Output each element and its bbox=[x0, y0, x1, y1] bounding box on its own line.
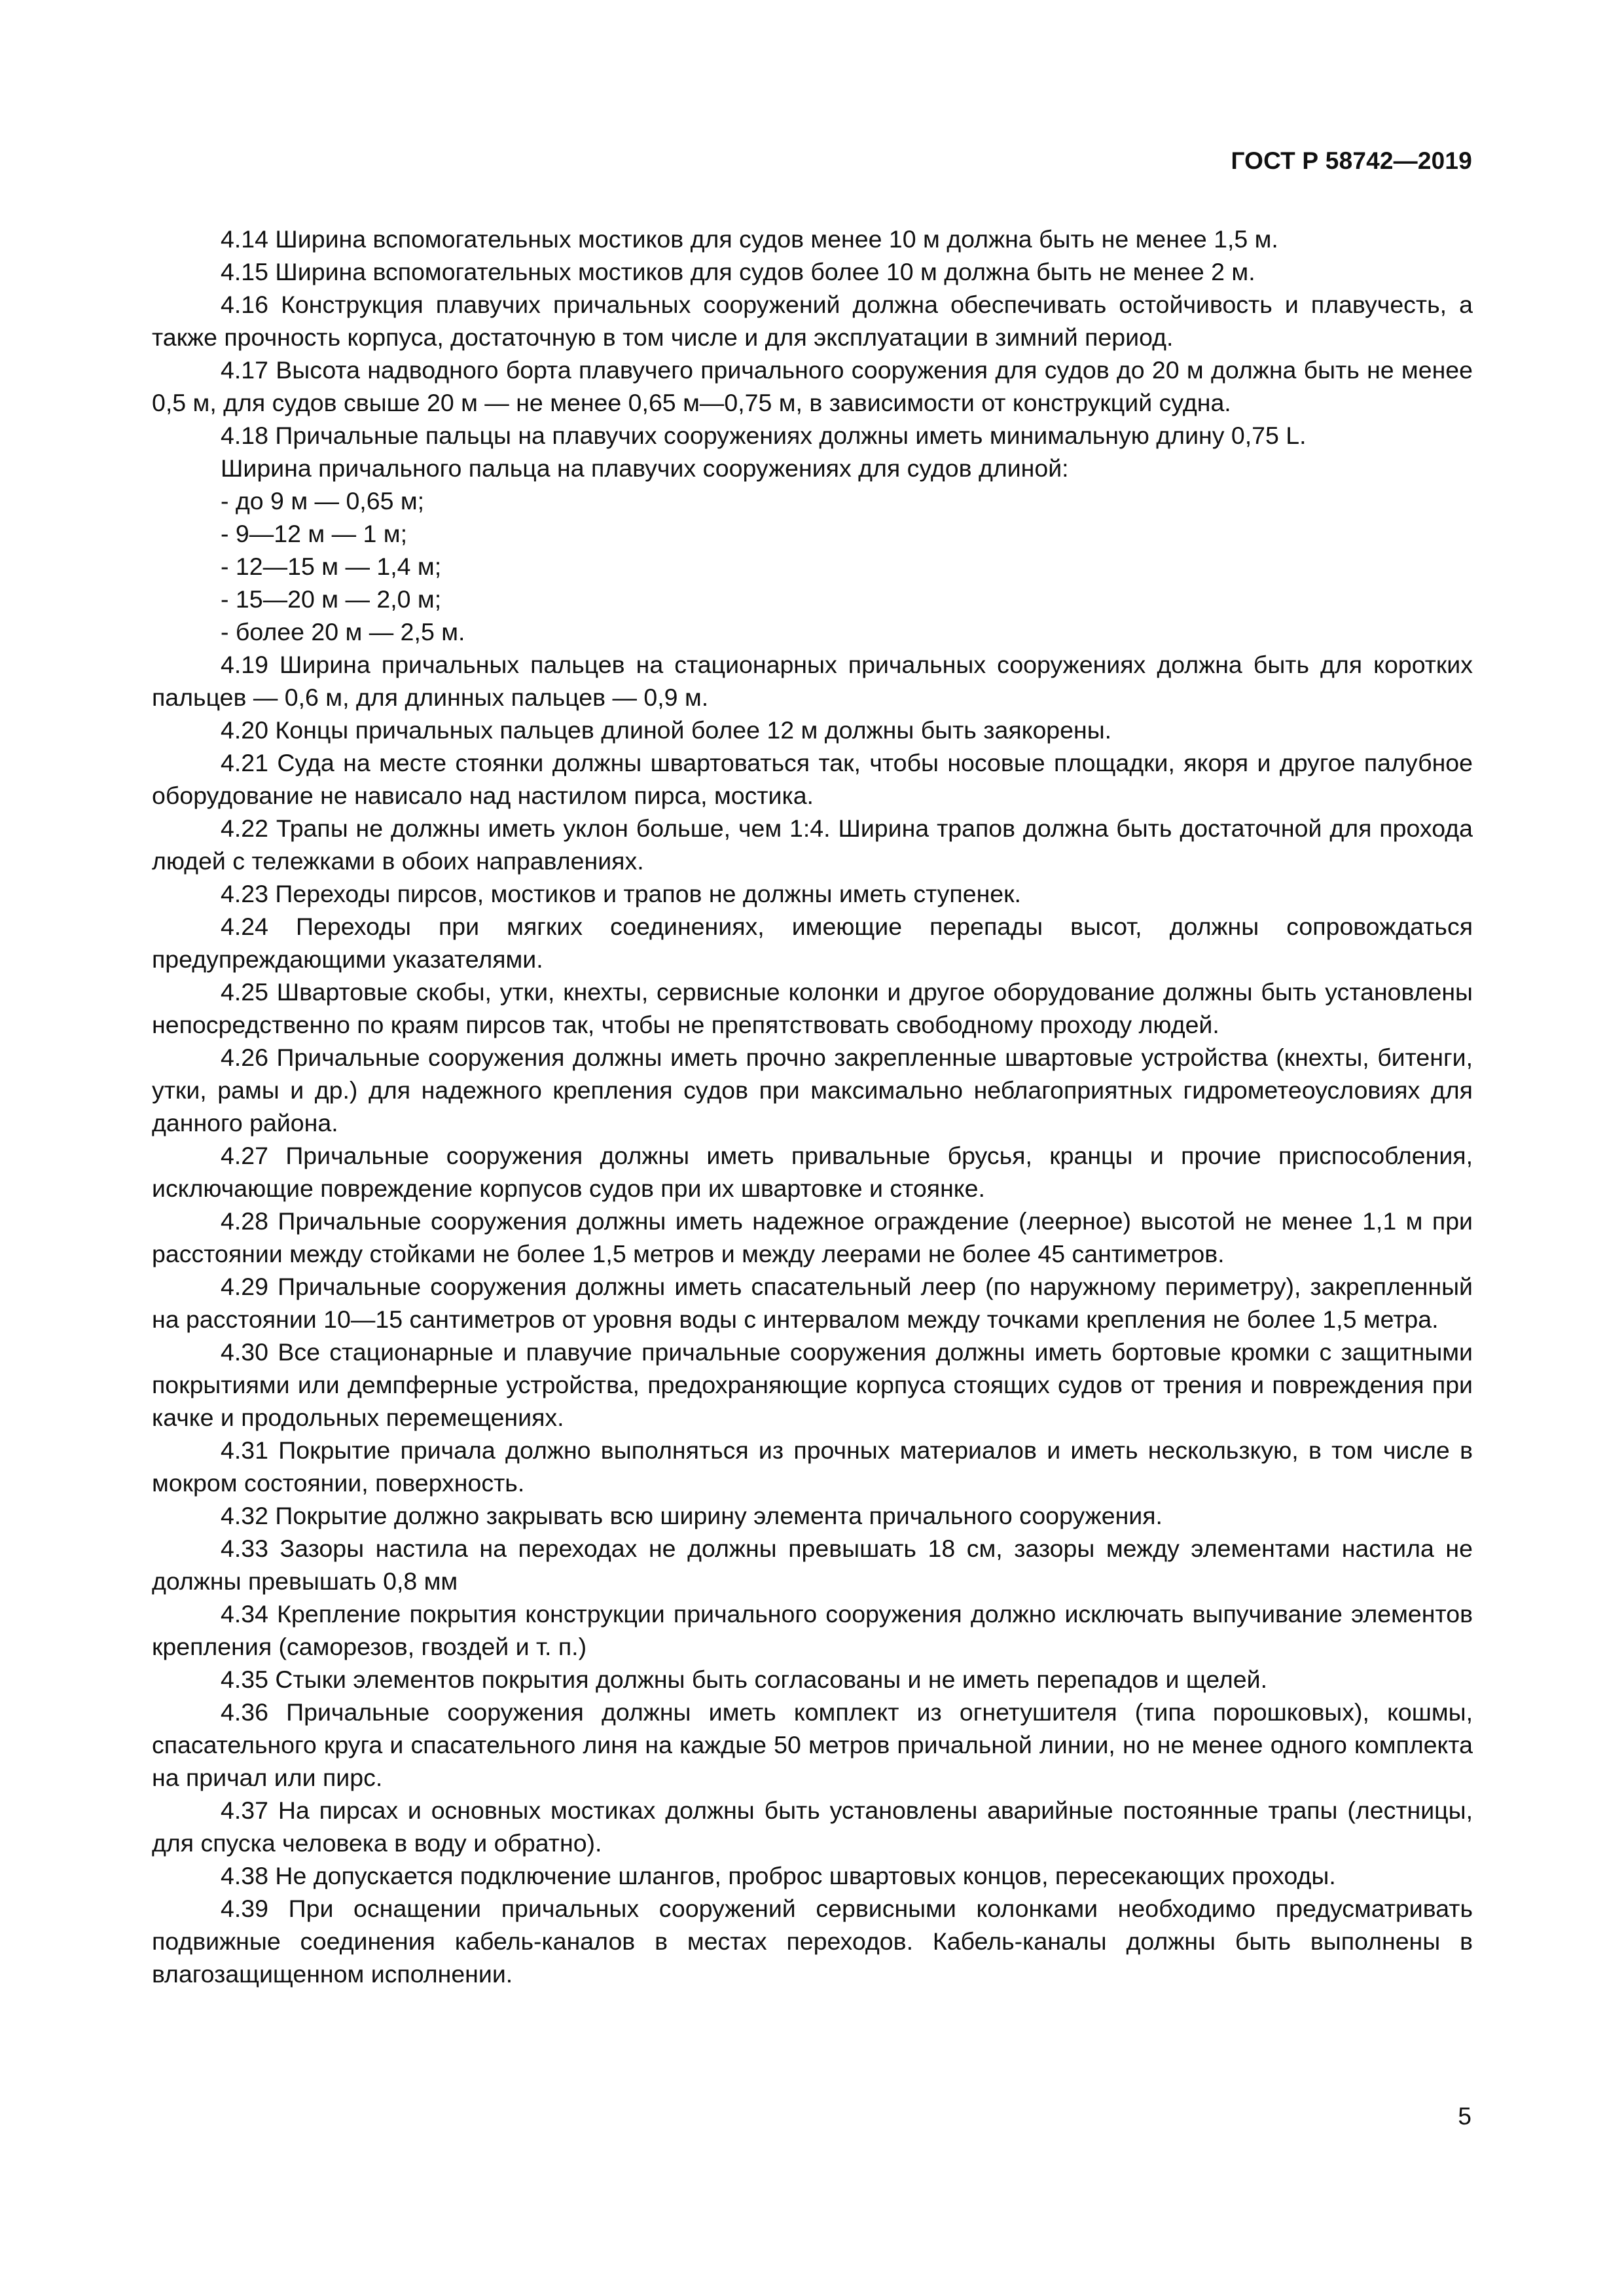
paragraph-4-37: 4.37 На пирсах и основных мостиках должны быть установлены аварийные постоянные трапы (лестницы, для спуска человека в воду и обратно). bbox=[152, 1796, 1473, 1857]
paragraph-4-17: 4.17 Высота надводного борта плавучего причального сооружения для судов до 20 м должна быть не менее 0,5 м, для судов свыше 20 м — не менее 0,65 м—0,75 м, в зависимости от конструкций судна. bbox=[152, 356, 1473, 416]
list-item: - 15—20 м — 2,0 м; bbox=[221, 585, 442, 613]
paragraph-4-20: 4.20 Концы причальных пальцев длиной более 12 м должны быть заякорены. bbox=[221, 716, 1112, 744]
paragraph-4-18: 4.18 Причальные пальцы на плавучих сооружениях должны иметь минимальную длину 0,75 L. bbox=[221, 422, 1307, 449]
list-item: - до 9 м — 0,65 м; bbox=[221, 487, 425, 515]
finger-width-list bbox=[152, 484, 1473, 648]
paragraph-4-19: 4.19 Ширина причальных пальцев на стационарных причальных сооружениях должна быть для коротких пальцев — 0,6 м, для длинных пальцев — 0,9 м. bbox=[152, 651, 1473, 711]
paragraph-4-38: 4.38 Не допускается подключение шлангов, проброс швартовых концов, пересекающих проходы. bbox=[221, 1862, 1336, 1889]
paragraph-4-23: 4.23 Переходы пирсов, мостиков и трапов не должны иметь ступенек. bbox=[221, 880, 1021, 907]
paragraph-4-29: 4.29 Причальные сооружения должны иметь спасательный леер (по наружному периметру), закрепленный на расстоянии 10—15 сантиметров от уровня воды с интервалом между точками крепления не более 1,5 метра. bbox=[152, 1273, 1473, 1333]
paragraph-4-21: 4.21 Суда на месте стоянки должны швартоваться так, чтобы носовые площадки, якоря и другое палубное оборудование не нависало над настилом пирса, мостика. bbox=[152, 749, 1473, 809]
paragraph-4-32: 4.32 Покрытие должно закрывать всю ширину элемента причального сооружения. bbox=[221, 1502, 1163, 1529]
paragraph-4-26: 4.26 Причальные сооружения должны иметь прочно закрепленные швартовые устройства (кнехты, битенги, утки, рамы и др.) для надежного крепления судов при максимально неблагоприятных гидрометеоусловиях для данного района. bbox=[152, 1044, 1473, 1137]
paragraph-4-14: 4.14 Ширина вспомогательных мостиков для судов менее 10 м должна быть не менее 1,5 м. bbox=[221, 225, 1278, 253]
paragraph-4-22: 4.22 Трапы не должны иметь уклон больше, чем 1:4. Ширина трапов должна быть достаточной для прохода людей с тележками в обоих направлениях. bbox=[152, 814, 1473, 875]
list-item: - 9—12 м — 1 м; bbox=[221, 520, 407, 547]
page-number: 5 bbox=[1458, 2103, 1471, 2130]
paragraph-4-39: 4.39 При оснащении причальных сооружений сервисными колонками необходимо предусматривать подвижные соединения кабель-каналов в местах переходов. Кабель-каналы должны быть выполнены в влагозащищенном исполнении. bbox=[152, 1895, 1473, 1988]
paragraph-4-34: 4.34 Крепление покрытия конструкции причального сооружения должно исключать выпучивание элементов крепления (саморезов, гвоздей и т. п.) bbox=[152, 1600, 1473, 1660]
document-body bbox=[152, 223, 1473, 1990]
paragraph-4-15: 4.15 Ширина вспомогательных мостиков для судов более 10 м должна быть не менее 2 м. bbox=[221, 258, 1255, 285]
paragraph-4-31: 4.31 Покрытие причала должно выполняться из прочных материалов и иметь нескользкую, в том числе в мокром состоянии, поверхность. bbox=[152, 1436, 1473, 1497]
finger-width-intro: Ширина причального пальца на плавучих сооружениях для судов длиной: bbox=[221, 454, 1069, 482]
list-item: - 12—15 м — 1,4 м; bbox=[221, 553, 442, 580]
paragraph-4-28: 4.28 Причальные сооружения должны иметь надежное ограждение (леерное) высотой не менее 1,1 м при расстоянии между стойками не более 1,5 метров и между леерами не более 45 сантиметров. bbox=[152, 1207, 1473, 1267]
paragraph-4-25: 4.25 Швартовые скобы, утки, кнехты, сервисные колонки и другое оборудование должны быть установлены непосредственно по краям пирсов так, чтобы не препятствовать свободному проходу людей. bbox=[152, 978, 1473, 1038]
paragraph-4-27: 4.27 Причальные сооружения должны иметь привальные брусья, кранцы и прочие приспособления, исключающие повреждение корпусов судов при их швартовке и стоянке. bbox=[152, 1142, 1473, 1202]
paragraph-4-24: 4.24 Переходы при мягких соединениях, имеющие перепады высот, должны сопровождаться предупреждающими указателями. bbox=[152, 913, 1473, 973]
paragraph-4-30: 4.30 Все стационарные и плавучие причальные сооружения должны иметь бортовые кромки с защитными покрытиями или демпферные устройства, предохраняющие корпуса стоящих судов от трения и повреждения при качке и продольных перемещениях. bbox=[152, 1338, 1473, 1431]
paragraph-4-33: 4.33 Зазоры настила на переходах не должны превышать 18 см, зазоры между элементами настила не должны превышать 0,8 мм bbox=[152, 1535, 1473, 1595]
list-item: - более 20 м — 2,5 м. bbox=[221, 618, 465, 646]
paragraph-4-35: 4.35 Стыки элементов покрытия должны быть согласованы и не иметь перепадов и щелей. bbox=[221, 1666, 1268, 1693]
document-code: ГОСТ Р 58742—2019 bbox=[1231, 147, 1472, 174]
paragraph-4-16: 4.16 Конструкция плавучих причальных сооружений должна обеспечивать остойчивость и плавучесть, а также прочность корпуса, достаточную в том числе и для эксплуатации в зимний период. bbox=[152, 291, 1473, 351]
paragraph-4-36: 4.36 Причальные сооружения должны иметь комплект из огнетушителя (типа порошковых), кошмы, спасательного круга и спасательного линя на каждые 50 метров причальной линии, но не менее одного комплекта на причал или пирс. bbox=[152, 1698, 1473, 1791]
